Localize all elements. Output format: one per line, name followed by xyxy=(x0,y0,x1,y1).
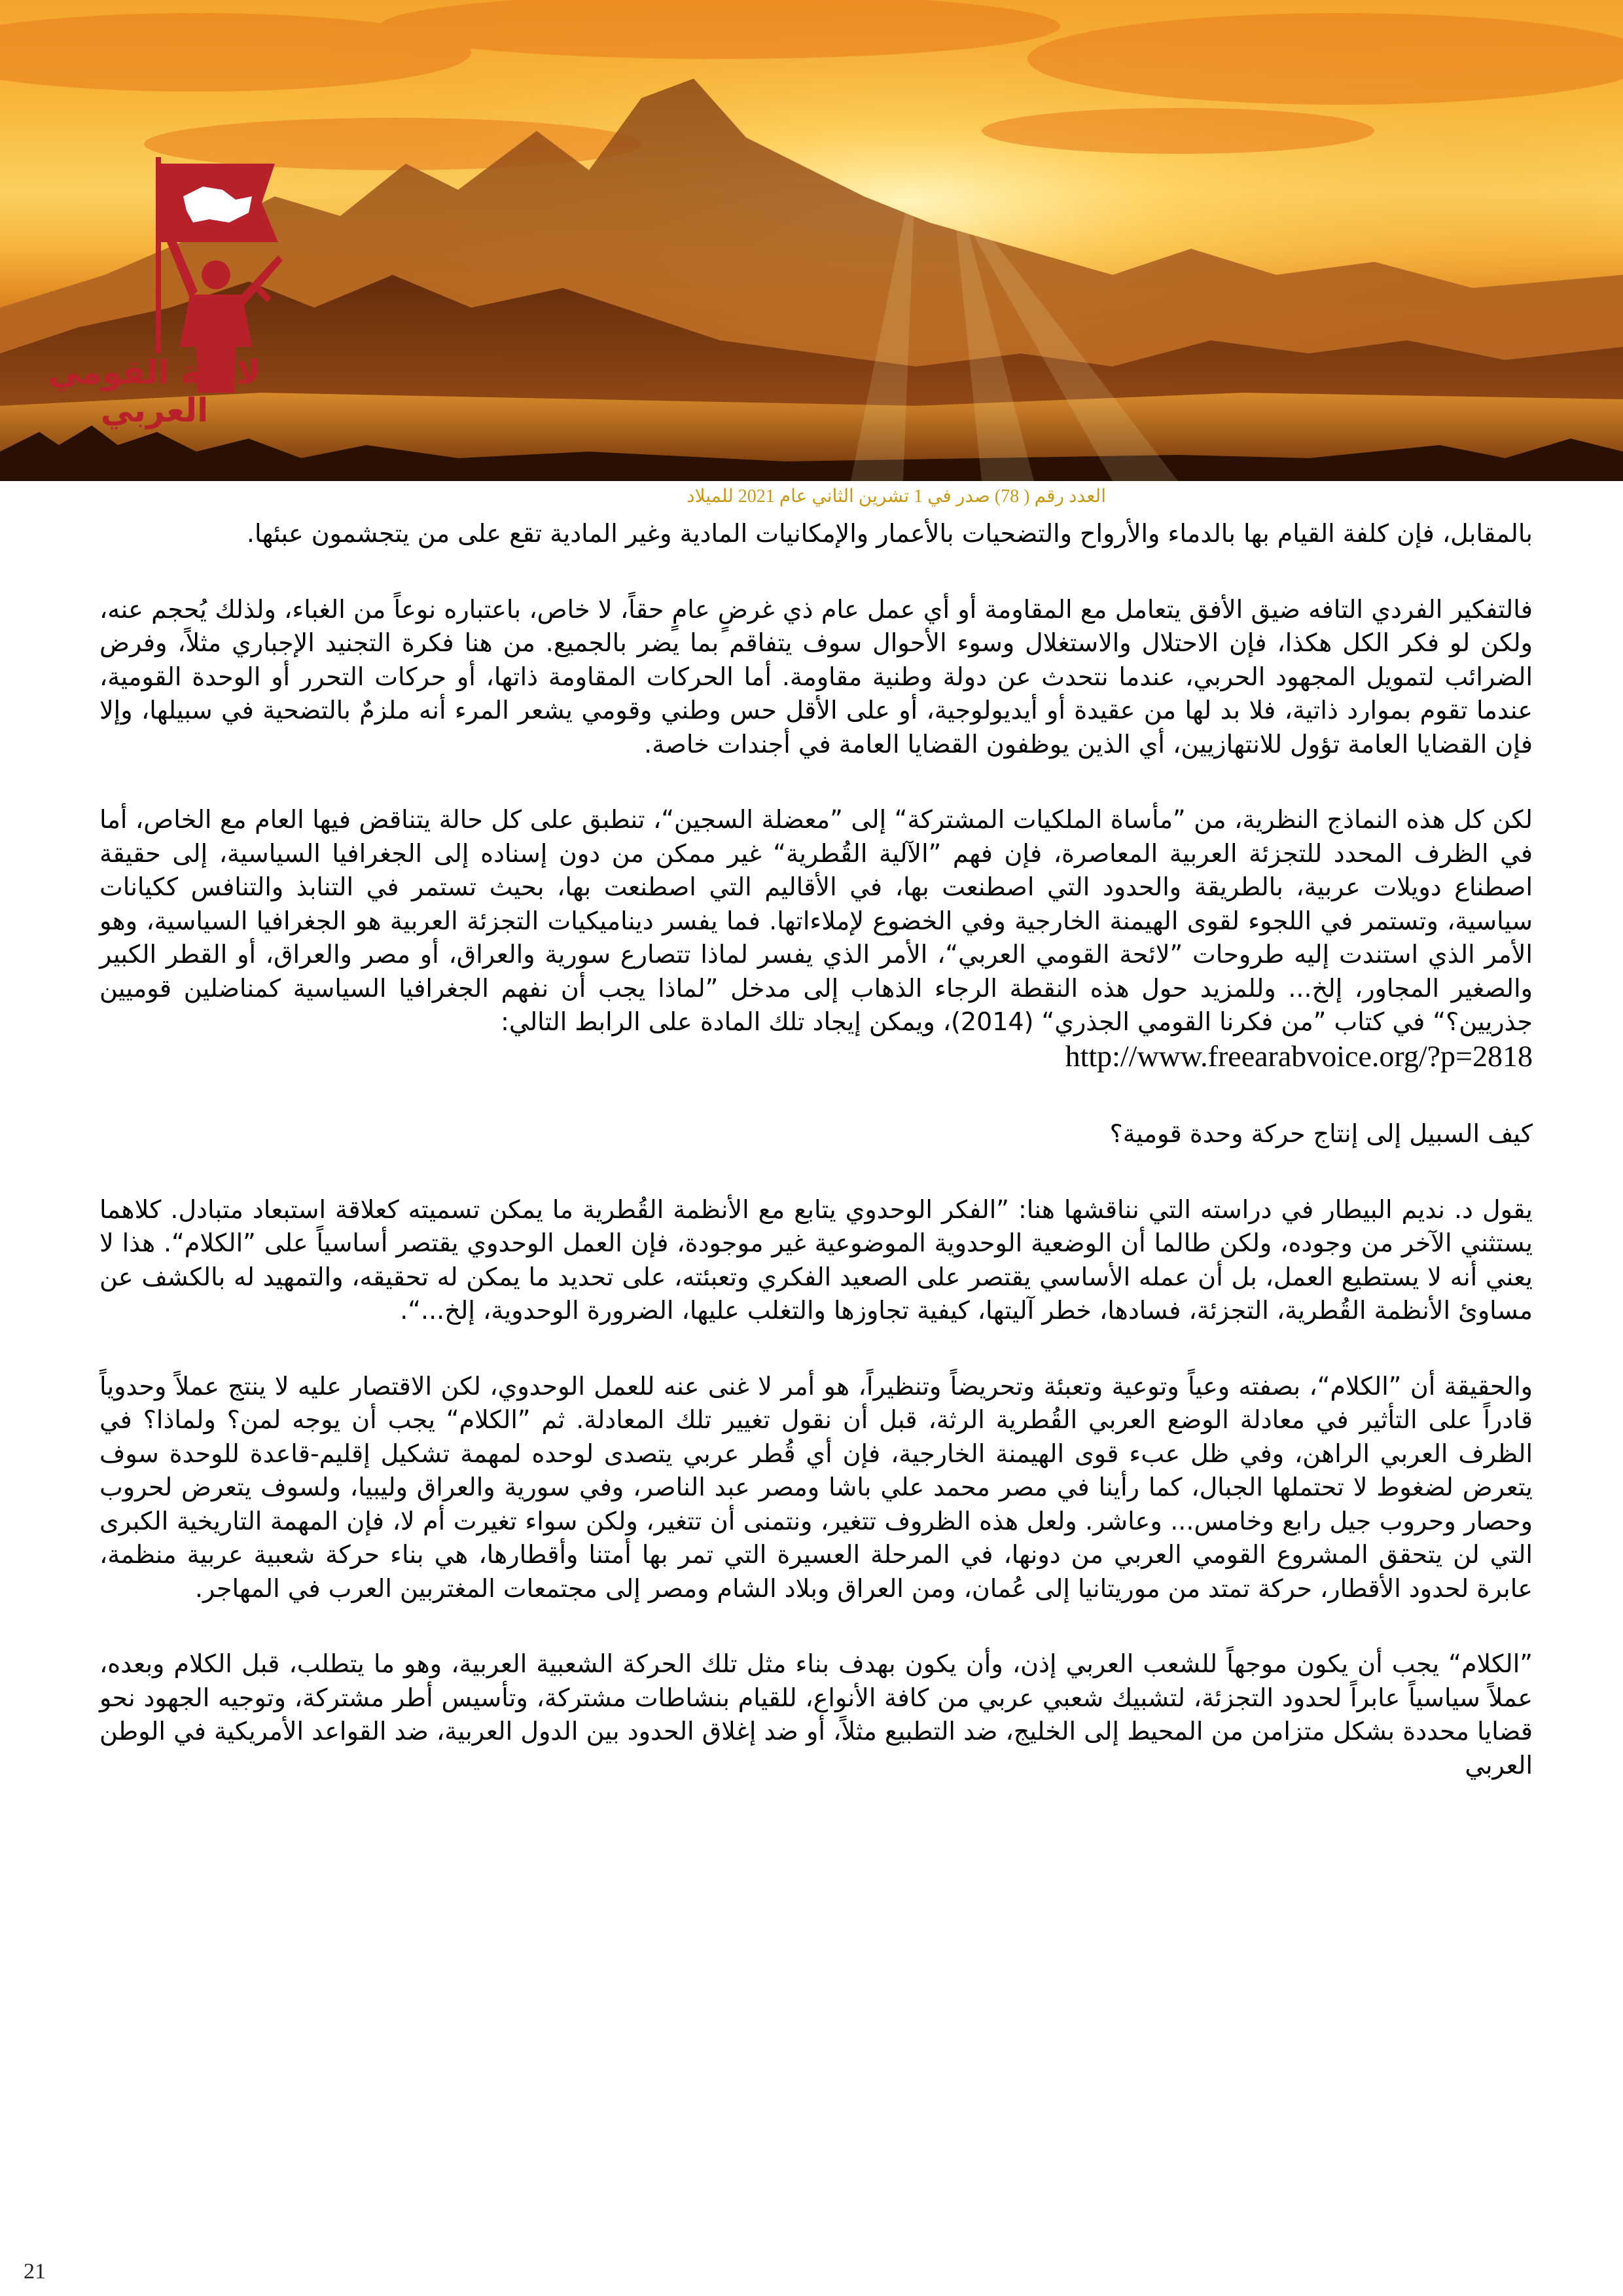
paragraph: ”الكلام“ يجب أن يكون موجهاً للشعب العربي إذن، وأن يكون بهدف بناء مثل تلك الحركة الشعبية العربية، وهو ما يتطلب، قبل الكلام وبعده، عملاً سياسياً عابراً لحدود التجزئة، لتشبيك شعبي عربي من كافة الأنواع، للقيام بنشاطات مشتركة، وتأسيس أطر مشتركة، وتوجيه الجهود نحو قضايا محددة بشكل متزامن من المحيط إلى الخليج، ضد التطبيع مثلاً، أو ضد إغلاق الحدود بين الدول العربية، ضد القواعد الأمريكية في الوطن العربي xyxy=(99,1649,1533,1780)
logo-title: لائحة القومي العربي xyxy=(48,353,261,429)
page-number: 21 xyxy=(24,2259,46,2284)
paragraph: لكن كل هذه النماذج النظرية، من ”مأساة الملكيات المشتركة“ إلى ”معضلة السجين“، تنطبق على كل حالة يتناقض فيها العام مع الخاص، أما في الظرف المحدد للتجزئة العربية المعاصرة، فإن فهم ”الآلية القُطرية“ غير ممكن من دون إسناده إلى الجغرافيا السياسية، إلى حقيقة اصطناع دويلات عربية، بالطريقة والحدود التي اصطنعت بها، في الأقاليم التي اصطنعت بها، بحيث تستمر في التنابذ والتنافس ككيانات سياسية، وتستمر في اللجوء لقوى الهيمنة الخارجية وفي الخضوع لإملاءاتها. فما يفسر ديناميكيات التجزئة العربية هو الجغرافيا السياسية، وهو الأمر الذي استندت إليه طروحات ”لائحة القومي العربي“، الأمر الذي يفسر لماذا تتصارع سورية والعراق، أو مصر والعراق، أو القطر الكبير والصغير المجاور، إلخ... وللمزيد حول هذه النقطة الرجاء الذهاب إلى مدخل ”لماذا يجب أن نفهم الجغرافيا السياسية كمناضلين قوميين جذريين؟“ في كتاب ”من فكرنا القومي الجذري“ (2014)، ويمكن إيجاد تلك المادة على الرابط التالي: xyxy=(99,805,1533,1036)
issue-date-line: العدد رقم ( 78) صدر في 1 تشرين الثاني عام 2021 للميلاد xyxy=(687,486,1106,507)
source-link[interactable]: http://www.freearabvoice.org/?p=2818 xyxy=(1065,1039,1533,1073)
section-heading: كيف السبيل إلى إنتاج حركة وحدة قومية؟ xyxy=(1109,1119,1533,1148)
header-banner xyxy=(0,0,1623,481)
article-body xyxy=(99,517,1533,1782)
paragraph: والحقيقة أن ”الكلام“، بصفته وعياً وتوعية وتعبئة وتحريضاً وتنظيراً، هو أمر لا غنى عنه للعمل الوحدوي، لكن الاقتصار عليه لا ينتج عملاً وحدوياً قادراً على التأثير في معادلة الوضع العربي القُطرية الرثة، قبل أن نقول تغيير تلك المعادلة. ثم ”الكلام“ يجب أن يوجه لمن؟ ولماذا؟ في الظرف العربي الراهن، وفي ظل عبء قوى الهيمنة الخارجية، فإن أي قُطر عربي يتصدى لوحده لمهمة تشكيل إقليم-قاعدة للوحدة سوف يتعرض لضغوط لا تحتملها الجبال، كما رأينا في مصر محمد علي باشا ومصر عبد الناصر، وفي سورية والعراق وليبيا، ولسوف يتعرض لحروب وحصار وحروب جيل رابع وخامس... وعاشر. ولعل هذه الظروف تتغير، ونتمنى أن تتغير، ولكن سواء تغيرت أم لا، فإن المهمة التاريخية الكبرى التي لن يتحقق المشروع القومي العربي من دونها، في المرحلة العسيرة التي تمر بها أمتنا وأقطارها، هي بناء حركة شعبية عربية منظمة، عابرة لحدود الأقطار، حركة تمتد من موريتانيا إلى عُمان، ومن العراق وبلاد الشام ومصر إلى مجتمعات المغتربين العرب في المهاجر. xyxy=(99,1371,1533,1603)
paragraph: فالتفكير الفردي التافه ضيق الأفق يتعامل مع المقاومة أو أي عمل عام ذي غرضٍ عامٍ حقاً، لا خاص، باعتباره نوعاً من الغباء، ولذلك يُحجم عنه، ولكن لو فكر الكل هكذا، فإن الاحتلال والاستغلال وسوء الأحوال سوف يتفاقم بما يضر بالجميع. من هنا فكرة التجنيد الإجباري مثلاً، وفرض الضرائب لتمويل المجهود الحربي، عندما نتحدث عن دولة وطنية مقاومة. أما الحركات المقاومة ذاتها، أو حركات التحرر أو الوحدة القومية، عندما تقوم بموارد ذاتية، فلا بد لها من عقيدة أو أيديولوجية، أو على الأقل حس وطني وقومي يشعر المرء أنه ملزمٌ بالتضحية في سبيلها، وإلا فإن القضايا العامة تؤول للانتهازيين، أي الذين يوظفون القضايا العامة في أجندات خاصة. xyxy=(99,594,1533,759)
paragraph: بالمقابل، فإن كلفة القيام بها بالدماء والأرواح والتضحيات بالأعمار والإمكانيات المادية وغير المادية تقع على من يتجشمون عبئها. xyxy=(246,519,1533,548)
paragraph: يقول د. نديم البيطار في دراسته التي نناقشها هنا: ”الفكر الوحدوي يتابع مع الأنظمة القُطرية ما يمكن تسميته كعلاقة استبعاد متبادل. كلاهما يستثني الآخر من وجوده، ولكن طالما أن الوضعية الوحدوية الموضوعية غير موجودة، فإن العمل الوحدوي يقتصر أساسياً على ”الكلام“. هذا لا يعني أنه لا يستطيع العمل، بل أن عمله الأساسي يقتصر على الصعيد الفكري وتعبئته، على تحديد ما يمكن له تحقيقه، والتمهيد له بالكشف عن مساوئ الأنظمة القُطرية، التجزئة، فسادها، خطر آليتها، كيفية تجاوزها والتغلب عليها، الضرورة الوحدوية، إلخ...“. xyxy=(99,1194,1533,1325)
